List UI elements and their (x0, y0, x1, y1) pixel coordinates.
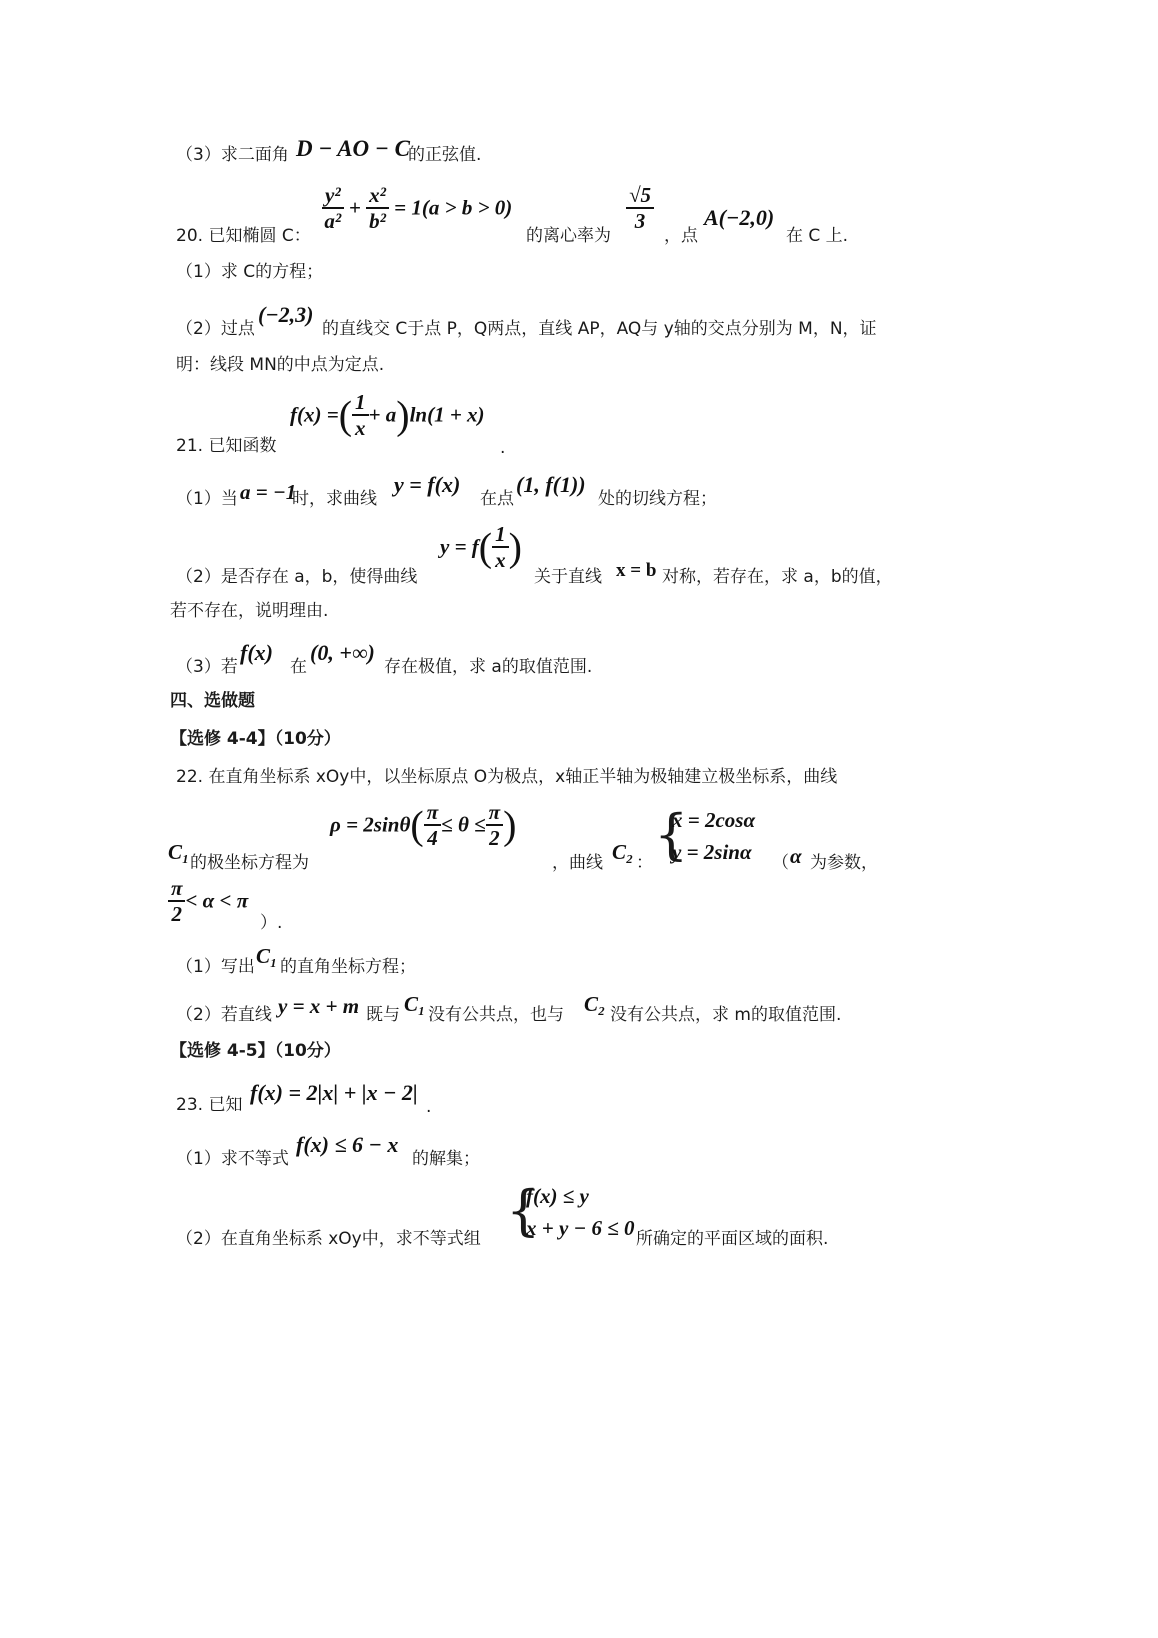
q21-part1-c: 在点 (480, 489, 514, 509)
q22-part2-c1: C₁ (404, 992, 426, 1016)
q21-part1-d: 处的切线方程； (598, 489, 717, 509)
q21-part3-interval: (0, +∞) (310, 640, 375, 665)
q23-function: f(x) = 2|x| + |x − 2| (250, 1080, 418, 1105)
q22-alpha: α (790, 844, 802, 868)
section-4-title: 四、选做题 (170, 691, 255, 711)
q20-stem: 20. 已知椭圆 C： (176, 226, 311, 246)
q21-part1-b: 时，求曲线 (292, 489, 377, 509)
q21-stem-dot: . (500, 438, 506, 458)
q21-part2-line: x = b (616, 560, 657, 581)
q23-part2-b: 所确定的平面区域的面积. (636, 1229, 829, 1249)
q22-x-equation: x = 2cosα (672, 808, 756, 832)
q22-param-label: 为参数， (810, 853, 878, 873)
q23-part1-inequality: f(x) ≤ 6 − x (296, 1132, 399, 1157)
q21-part2-d: 若不存在，说明理由. (170, 601, 329, 621)
q23-part2-prefix: （2）在直角坐标系 xOy中，求不等式组 (176, 1229, 481, 1249)
q20-eccentricity: $\frac{√5}{3}$ (626, 183, 654, 233)
q21-function: f(x) =( $\frac{1}{x}$ + a)ln(1 + x) (290, 390, 485, 440)
q22-system-brace: { (654, 803, 689, 866)
q22-close: ）. (260, 913, 283, 933)
q19-part3-expr: D − AO − C (296, 136, 410, 161)
q21-part3-prefix: （3）若 (176, 657, 238, 677)
q21-part3-f: f(x) (240, 640, 273, 665)
q22-part2-line: y = x + m (278, 994, 360, 1018)
q20-part2-prefix: （2）过点 (176, 319, 255, 339)
q23-stem: 23. 已知 (176, 1095, 243, 1115)
q22-part1-prefix: （1）写出 (176, 957, 255, 977)
q22-part2-prefix: （2）若直线 (176, 1005, 272, 1025)
q21-part2-c: 对称，若存在，求 a，b的值， (662, 567, 893, 587)
q20-part1: （1）求 C的方程； (176, 262, 324, 282)
q22-part2-c: 没有公共点，也与 (428, 1005, 564, 1025)
elective-4-5-heading: 【选修 4-5】（10分） (170, 1041, 341, 1061)
q20-point-label: ，点 (664, 226, 698, 246)
q23-system-brace: { (506, 1179, 541, 1242)
q20-part2-body: 的直线交 C于点 P，Q两点，直线 AP，AQ与 y轴的交点分别为 M，N，证 (322, 319, 877, 339)
q20-point-a: A(−2,0) (704, 205, 775, 230)
q20-ecc-label: 的离心率为 (526, 226, 611, 246)
q23-system-line1: f(x) ≤ y (526, 1184, 589, 1208)
q20-part2-cont: 明：线段 MN的中点为定点. (176, 355, 385, 375)
q22-part1-b: 的直角坐标方程； (280, 957, 416, 977)
q20-frac-x: $\frac{\text{x²}}{\text{b²}}$ (366, 183, 389, 233)
q21-part2-curve: y = f( $\frac{1}{x}$ ) (440, 522, 522, 572)
q20-on-c: 在 C 上. (786, 226, 849, 246)
q20-ellipse-equation: $\frac{\text{y²}}{\text{a²}}$ + $\frac{\text{x²}}{\text{b²}}$ = 1(a > b > 0) (322, 183, 512, 233)
q20-frac-y: $\frac{\text{y²}}{\text{a²}}$ (322, 183, 344, 233)
q23-part1-b: 的解集； (412, 1149, 480, 1169)
q23-stem-dot: . (426, 1097, 432, 1117)
q19-part3-line (176, 144, 289, 166)
q21-part1-prefix: （1）当 (176, 489, 238, 509)
q22-c1: C₁ (168, 840, 190, 864)
q21-part1-point: (1, f(1)) (516, 472, 586, 497)
elective-4-4-heading: 【选修 4-4】（10分） (170, 729, 341, 749)
q21-part3-c: 存在极值，求 a的取值范围. (384, 657, 593, 677)
q23-system-line2: x + y − 6 ≤ 0 (526, 1216, 635, 1240)
q21-part1-cond: a = −1 (240, 480, 297, 504)
q22-part2-c2: C₂ (584, 992, 606, 1016)
q23-part1-prefix: （1）求不等式 (176, 1149, 289, 1169)
q22-stem: 22. 在直角坐标系 xOy中，以坐标原点 O为极点，x轴正半轴为极轴建立极坐标系，曲线 (176, 767, 838, 787)
q22-colon: ： (636, 853, 653, 873)
q22-param-open: （ (772, 853, 789, 873)
q22-part2-b: 既与 (366, 1005, 400, 1025)
q21-part3-b: 在 (290, 657, 307, 677)
q22-part2-d: 没有公共点，求 m的取值范围. (610, 1005, 842, 1025)
q22-polar-equation: ρ = 2sinθ( $\frac{\pi}{4}$ ≤ θ ≤ $\frac{\pi}{2}$ ) (330, 800, 517, 850)
q19-part3-suffix: 的正弦值. (408, 145, 482, 165)
q22-part1-c1: C₁ (256, 944, 278, 968)
q19-part3-prefix: （3）求二面角 (176, 145, 289, 165)
q22-curve2-label: ，曲线 (552, 853, 603, 873)
q22-c2: C₂ (612, 840, 634, 864)
q21-part2-prefix: （2）是否存在 a，b，使得曲线 (176, 567, 418, 587)
q20-part2-point: (−2,3) (258, 302, 314, 327)
q21-part1-curve: y = f(x) (394, 472, 461, 497)
q22-y-equation: y = 2sinα (672, 840, 752, 864)
q21-stem: 21. 已知函数 (176, 436, 277, 456)
q22-polar-label: 的极坐标方程为 (190, 853, 309, 873)
q21-part2-b: 关于直线 (534, 567, 602, 587)
q22-alpha-range: $\frac{\pi}{2}$ < α < π (168, 876, 248, 926)
